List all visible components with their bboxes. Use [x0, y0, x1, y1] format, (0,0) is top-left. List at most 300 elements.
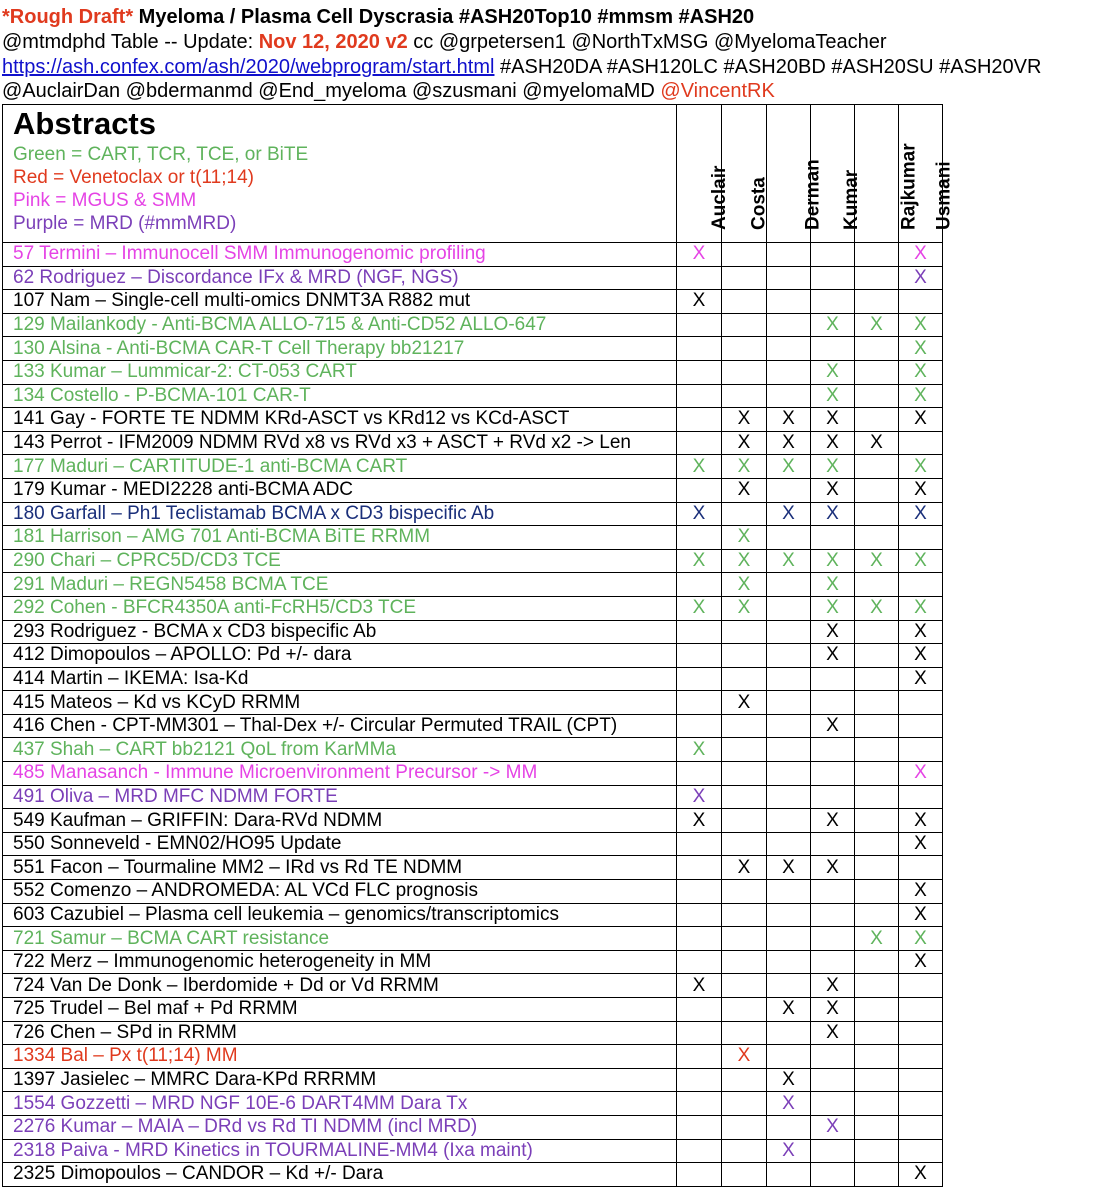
- mark-cell-derman: [767, 950, 811, 974]
- mark-cell-costa: X: [722, 856, 767, 880]
- mark-cell-usmani: [899, 1115, 943, 1139]
- mark-cell-kumar: [811, 691, 855, 715]
- mark-cell-derman: [767, 667, 811, 691]
- handles: @AuclairDan @bdermanmd @End_myeloma @szusmani @myelomaMD: [2, 80, 661, 102]
- mark-cell-auclair: [677, 644, 722, 668]
- abstract-title: 721 Samur – BCMA CART resistance: [3, 927, 677, 951]
- mark-cell-auclair: [677, 1068, 722, 1092]
- abstract-title: 2325 Dimopoulos – CANDOR – Kd +/- Dara: [3, 1163, 677, 1187]
- mark-cell-kumar: [811, 927, 855, 951]
- abstract-title: 725 Trudel – Bel maf + Pd RRMM: [3, 998, 677, 1022]
- mark-cell-auclair: [677, 313, 722, 337]
- mark-cell-usmani: X: [899, 1163, 943, 1187]
- mark-cell-rajkumar: [855, 1068, 899, 1092]
- program-link[interactable]: https://ash.confex.com/ash/2020/webprogram/start.html: [2, 56, 495, 78]
- table-row: [3, 360, 943, 384]
- mark-cell-kumar: [811, 266, 855, 290]
- reviewer-name: Usmani: [932, 161, 954, 230]
- mark-cell-costa: [722, 1021, 767, 1045]
- mark-cell-rajkumar: X: [855, 927, 899, 951]
- mark-cell-usmani: X: [899, 549, 943, 573]
- mark-cell-rajkumar: [855, 1045, 899, 1069]
- table-row: [3, 927, 943, 951]
- mark-cell-kumar: [811, 667, 855, 691]
- mark-cell-auclair: [677, 573, 722, 597]
- table-row: [3, 337, 943, 361]
- mark-cell-auclair: [677, 337, 722, 361]
- abstract-title: 133 Kumar – Lummicar-2: CT-053 CART: [3, 360, 677, 384]
- mark-cell-rajkumar: [855, 573, 899, 597]
- mark-cell-kumar: [811, 762, 855, 786]
- mark-cell-rajkumar: X: [855, 313, 899, 337]
- reviewer-header-rajkumar: [855, 105, 919, 243]
- header-line-1: [2, 5, 1092, 29]
- mark-cell-auclair: [677, 1163, 722, 1187]
- mark-cell-costa: X: [722, 573, 767, 597]
- table-row: [3, 313, 943, 337]
- mark-cell-costa: [722, 1115, 767, 1139]
- abstract-title: 603 Cazubiel – Plasma cell leukemia – genomics/transcriptomics: [3, 903, 677, 927]
- color-legend: [13, 143, 676, 235]
- mark-cell-costa: [722, 950, 767, 974]
- mark-cell-auclair: [677, 762, 722, 786]
- mark-cell-costa: [722, 714, 767, 738]
- reviewer-header-kumar: [811, 105, 862, 243]
- abstract-title: 724 Van De Donk – Iberdomide + Dd or Vd RRMM: [3, 974, 677, 998]
- mark-cell-auclair: X: [677, 809, 722, 833]
- mark-cell-rajkumar: [855, 762, 899, 786]
- mark-cell-costa: X: [722, 455, 767, 479]
- table-row: [3, 290, 943, 314]
- abstract-title: 552 Comenzo – ANDROMEDA: AL VCd FLC prognosis: [3, 880, 677, 904]
- abstract-title: 1554 Gozzetti – MRD NGF 10E-6 DART4MM Dara Tx: [3, 1092, 677, 1116]
- header-line-2: [2, 30, 1092, 54]
- mark-cell-usmani: X: [899, 762, 943, 786]
- mark-cell-usmani: X: [899, 644, 943, 668]
- table-row: [3, 408, 943, 432]
- mark-cell-auclair: X: [677, 290, 722, 314]
- mark-cell-auclair: X: [677, 974, 722, 998]
- mark-cell-kumar: [811, 903, 855, 927]
- mark-cell-derman: X: [767, 998, 811, 1022]
- cc-handles: cc @grpetersen1 @NorthTxMSG @MyelomaTeacher: [407, 31, 887, 53]
- mark-cell-auclair: [677, 478, 722, 502]
- table-row: [3, 243, 943, 267]
- mark-cell-usmani: [899, 998, 943, 1022]
- mark-cell-kumar: [811, 1163, 855, 1187]
- mark-cell-costa: [722, 903, 767, 927]
- mark-cell-kumar: X: [811, 714, 855, 738]
- abstract-title: 722 Merz – Immunogenomic heterogeneity in MM: [3, 950, 677, 974]
- abstract-title: 130 Alsina - Anti-BCMA CAR-T Cell Therapy bb21217: [3, 337, 677, 361]
- table-body: [3, 243, 943, 1187]
- mark-cell-kumar: X: [811, 974, 855, 998]
- mark-cell-derman: X: [767, 1068, 811, 1092]
- mark-cell-rajkumar: [855, 384, 899, 408]
- mark-cell-rajkumar: [855, 266, 899, 290]
- table-row: [3, 856, 943, 880]
- reviewer-header-auclair: [677, 105, 731, 243]
- abstract-title: 550 Sonneveld - EMN02/HO95 Update: [3, 832, 677, 856]
- reviewer-name: Rajkumar: [897, 143, 919, 230]
- abstract-title: 290 Chari – CPRC5D/CD3 TCE: [3, 549, 677, 573]
- mark-cell-kumar: X: [811, 502, 855, 526]
- rough-draft-label: *Rough Draft*: [2, 6, 134, 28]
- mark-cell-derman: [767, 880, 811, 904]
- mark-cell-costa: [722, 384, 767, 408]
- abstract-title: 62 Rodriguez – Discordance IFx & MRD (NGF, NGS): [3, 266, 677, 290]
- abstract-title: 143 Perrot - IFM2009 NDMM RVd x8 vs RVd x3 + ASCT + RVd x2 -> Len: [3, 431, 677, 455]
- mark-cell-usmani: [899, 974, 943, 998]
- mark-cell-costa: [722, 502, 767, 526]
- mark-cell-auclair: X: [677, 738, 722, 762]
- mark-cell-usmani: X: [899, 360, 943, 384]
- mark-cell-costa: [722, 1163, 767, 1187]
- mark-cell-derman: [767, 832, 811, 856]
- table-row: [3, 974, 943, 998]
- mark-cell-derman: X: [767, 502, 811, 526]
- abstracts-table: [2, 104, 954, 1187]
- mark-cell-costa: [722, 974, 767, 998]
- mark-cell-usmani: X: [899, 478, 943, 502]
- abstract-title: 57 Termini – Immunocell SMM Immunogenomic profiling: [3, 243, 677, 267]
- mark-cell-auclair: [677, 360, 722, 384]
- table-row: [3, 455, 943, 479]
- mark-cell-kumar: X: [811, 360, 855, 384]
- abstract-title: 1397 Jasielec – MMRC Dara-KPd RRRMM: [3, 1068, 677, 1092]
- mark-cell-usmani: X: [899, 809, 943, 833]
- mark-cell-usmani: [899, 691, 943, 715]
- mark-cell-usmani: X: [899, 832, 943, 856]
- mark-cell-usmani: X: [899, 243, 943, 267]
- mark-cell-auclair: [677, 667, 722, 691]
- mark-cell-kumar: [811, 950, 855, 974]
- mark-cell-derman: [767, 337, 811, 361]
- mark-cell-kumar: X: [811, 478, 855, 502]
- mark-cell-usmani: X: [899, 596, 943, 620]
- table-row: [3, 1021, 943, 1045]
- mark-cell-auclair: [677, 714, 722, 738]
- mark-cell-rajkumar: [855, 903, 899, 927]
- mark-cell-derman: [767, 313, 811, 337]
- mark-cell-usmani: [899, 573, 943, 597]
- table-row: [3, 1139, 943, 1163]
- mark-cell-auclair: [677, 927, 722, 951]
- mark-cell-costa: [722, 313, 767, 337]
- abstract-title: 416 Chen - CPT-MM301 – Thal-Dex +/- Circular Permuted TRAIL (CPT): [3, 714, 677, 738]
- mark-cell-costa: X: [722, 691, 767, 715]
- header-line-4: [2, 79, 1092, 103]
- mark-cell-auclair: X: [677, 455, 722, 479]
- mark-cell-kumar: X: [811, 431, 855, 455]
- table-row: [3, 1115, 943, 1139]
- mark-cell-derman: [767, 903, 811, 927]
- mark-cell-kumar: X: [811, 549, 855, 573]
- abstract-title: 726 Chen – SPd in RRMM: [3, 1021, 677, 1045]
- table-row: [3, 785, 943, 809]
- mark-cell-usmani: X: [899, 384, 943, 408]
- mark-cell-auclair: [677, 856, 722, 880]
- mark-cell-rajkumar: X: [855, 549, 899, 573]
- abstract-title: 412 Dimopoulos – APOLLO: Pd +/- dara: [3, 644, 677, 668]
- abstract-title: 551 Facon – Tourmaline MM2 – IRd vs Rd TE NDMM: [3, 856, 677, 880]
- table-row: [3, 832, 943, 856]
- mark-cell-rajkumar: [855, 950, 899, 974]
- mark-cell-rajkumar: [855, 478, 899, 502]
- mark-cell-costa: [722, 667, 767, 691]
- mark-cell-usmani: X: [899, 950, 943, 974]
- mark-cell-derman: [767, 738, 811, 762]
- mark-cell-derman: [767, 243, 811, 267]
- mark-cell-derman: X: [767, 549, 811, 573]
- mark-cell-costa: [722, 360, 767, 384]
- mark-cell-kumar: [811, 832, 855, 856]
- mark-cell-kumar: X: [811, 644, 855, 668]
- mark-cell-rajkumar: [855, 1163, 899, 1187]
- mark-cell-auclair: [677, 691, 722, 715]
- mark-cell-derman: [767, 360, 811, 384]
- mark-cell-derman: [767, 573, 811, 597]
- header-line-3: [2, 55, 1092, 79]
- mark-cell-costa: [722, 1092, 767, 1116]
- table-row: [3, 573, 943, 597]
- mark-cell-derman: [767, 526, 811, 550]
- reviewer-name: Auclair: [709, 165, 731, 230]
- mark-cell-usmani: [899, 738, 943, 762]
- mark-cell-costa: [722, 1139, 767, 1163]
- mark-cell-derman: [767, 1115, 811, 1139]
- table-header-row: [3, 105, 943, 243]
- table-row: [3, 549, 943, 573]
- mark-cell-derman: [767, 620, 811, 644]
- mark-cell-usmani: X: [899, 880, 943, 904]
- reviewer-name: Kumar: [840, 169, 862, 230]
- mark-cell-usmani: [899, 1045, 943, 1069]
- hashtags: #ASH20DA #ASH120LC #ASH20BD #ASH20SU #ASH20VR: [494, 56, 1042, 78]
- mark-cell-usmani: [899, 1068, 943, 1092]
- mark-cell-auclair: [677, 950, 722, 974]
- mark-cell-derman: X: [767, 431, 811, 455]
- mark-cell-auclair: [677, 431, 722, 455]
- mark-cell-rajkumar: [855, 974, 899, 998]
- abstract-title: 491 Oliva – MRD MFC NDMM FORTE: [3, 785, 677, 809]
- mark-cell-kumar: X: [811, 596, 855, 620]
- mark-cell-rajkumar: [855, 502, 899, 526]
- mark-cell-rajkumar: [855, 738, 899, 762]
- mark-cell-costa: [722, 1068, 767, 1092]
- mark-cell-rajkumar: [855, 360, 899, 384]
- abstract-title: 414 Martin – IKEMA: Isa-Kd: [3, 667, 677, 691]
- mark-cell-rajkumar: [855, 1115, 899, 1139]
- abstract-title: 415 Mateos – Kd vs KCyD RRMM: [3, 691, 677, 715]
- mark-cell-rajkumar: [855, 998, 899, 1022]
- mark-cell-usmani: X: [899, 927, 943, 951]
- table-row: [3, 667, 943, 691]
- mark-cell-usmani: X: [899, 620, 943, 644]
- mark-cell-costa: [722, 927, 767, 951]
- mark-cell-rajkumar: [855, 644, 899, 668]
- mark-cell-auclair: X: [677, 549, 722, 573]
- mark-cell-derman: [767, 596, 811, 620]
- abstract-title: 2276 Kumar – MAIA – DRd vs Rd TI NDMM (incl MRD): [3, 1115, 677, 1139]
- update-date: Nov 12, 2020 v2: [258, 31, 408, 53]
- table-row: [3, 809, 943, 833]
- mark-cell-rajkumar: [855, 1139, 899, 1163]
- mark-cell-derman: [767, 1163, 811, 1187]
- mark-cell-derman: X: [767, 1092, 811, 1116]
- mark-cell-usmani: X: [899, 313, 943, 337]
- table-row: [3, 903, 943, 927]
- abstract-title: 107 Nam – Single-cell multi-omics DNMT3A R882 mut: [3, 290, 677, 314]
- table-row: [3, 738, 943, 762]
- mark-cell-usmani: [899, 1021, 943, 1045]
- mark-cell-kumar: [811, 880, 855, 904]
- mark-cell-rajkumar: [855, 809, 899, 833]
- table-row: [3, 1045, 943, 1069]
- abstract-title: 179 Kumar - MEDI2228 anti-BCMA ADC: [3, 478, 677, 502]
- abstract-title: 181 Harrison – AMG 701 Anti-BCMA BiTE RRMM: [3, 526, 677, 550]
- mark-cell-costa: X: [722, 526, 767, 550]
- mark-cell-rajkumar: [855, 455, 899, 479]
- mark-cell-auclair: [677, 620, 722, 644]
- mark-cell-rajkumar: [855, 526, 899, 550]
- table-row: [3, 714, 943, 738]
- mark-cell-usmani: X: [899, 408, 943, 432]
- mark-cell-kumar: X: [811, 809, 855, 833]
- mark-cell-rajkumar: [855, 408, 899, 432]
- table-row: [3, 762, 943, 786]
- mark-cell-usmani: X: [899, 903, 943, 927]
- mark-cell-costa: [722, 738, 767, 762]
- table-row: [3, 644, 943, 668]
- mark-cell-costa: X: [722, 431, 767, 455]
- table-row: [3, 691, 943, 715]
- mark-cell-derman: [767, 809, 811, 833]
- table-row: [3, 431, 943, 455]
- mark-cell-auclair: [677, 1021, 722, 1045]
- mark-cell-rajkumar: X: [855, 431, 899, 455]
- mark-cell-auclair: [677, 1045, 722, 1069]
- mark-cell-kumar: [811, 290, 855, 314]
- mark-cell-usmani: [899, 714, 943, 738]
- mark-cell-costa: [722, 809, 767, 833]
- mark-cell-rajkumar: [855, 1092, 899, 1116]
- table-row: [3, 526, 943, 550]
- mark-cell-kumar: [811, 243, 855, 267]
- mark-cell-auclair: X: [677, 502, 722, 526]
- table-row: [3, 1163, 943, 1187]
- abstract-title: 292 Cohen - BFCR4350A anti-FcRH5/CD3 TCE: [3, 596, 677, 620]
- mark-cell-auclair: [677, 998, 722, 1022]
- mark-cell-kumar: [811, 1139, 855, 1163]
- table-title: Abstracts: [13, 106, 156, 141]
- abstracts-header-cell: [3, 105, 677, 243]
- mark-cell-rajkumar: [855, 243, 899, 267]
- update-prefix: @mtmdphd Table -- Update:: [2, 31, 259, 53]
- abstract-title: 293 Rodriguez - BCMA x CD3 bispecific Ab: [3, 620, 677, 644]
- mark-cell-costa: X: [722, 478, 767, 502]
- table-row: [3, 502, 943, 526]
- legend-item: Green = CART, TCR, TCE, or BiTE: [13, 144, 309, 165]
- mark-cell-rajkumar: X: [855, 596, 899, 620]
- reviewer-header-derman: [767, 105, 823, 243]
- reviewer-header-costa: [722, 105, 770, 243]
- mark-cell-rajkumar: [855, 337, 899, 361]
- abstract-title: 129 Mailankody - Anti-BCMA ALLO-715 & Anti-CD52 ALLO-647: [3, 313, 677, 337]
- mark-cell-auclair: [677, 1139, 722, 1163]
- mark-cell-costa: X: [722, 408, 767, 432]
- mark-cell-auclair: [677, 526, 722, 550]
- mark-cell-costa: [722, 880, 767, 904]
- mark-cell-auclair: X: [677, 785, 722, 809]
- mark-cell-derman: [767, 478, 811, 502]
- mark-cell-auclair: [677, 880, 722, 904]
- mark-cell-kumar: [811, 785, 855, 809]
- mark-cell-auclair: X: [677, 243, 722, 267]
- mark-cell-derman: [767, 644, 811, 668]
- mark-cell-kumar: X: [811, 1021, 855, 1045]
- mark-cell-derman: X: [767, 1139, 811, 1163]
- mark-cell-auclair: [677, 903, 722, 927]
- table-row: [3, 1068, 943, 1092]
- table-row: [3, 950, 943, 974]
- mark-cell-costa: [722, 762, 767, 786]
- document-title: Myeloma / Plasma Cell Dyscrasia #ASH20Top10 #mmsm #ASH20: [133, 6, 755, 28]
- mark-cell-auclair: X: [677, 596, 722, 620]
- table-row: [3, 1092, 943, 1116]
- table-row: [3, 478, 943, 502]
- mark-cell-costa: [722, 266, 767, 290]
- mark-cell-kumar: X: [811, 455, 855, 479]
- mark-cell-kumar: X: [811, 620, 855, 644]
- mark-cell-usmani: [899, 431, 943, 455]
- abstract-title: 180 Garfall – Ph1 Teclistamab BCMA x CD3 bispecific Ab: [3, 502, 677, 526]
- mark-cell-usmani: X: [899, 455, 943, 479]
- mark-cell-auclair: [677, 1115, 722, 1139]
- table-row: [3, 384, 943, 408]
- table-row: [3, 266, 943, 290]
- abstract-title: 2318 Paiva - MRD Kinetics in TOURMALINE-MM4 (Ixa maint): [3, 1139, 677, 1163]
- abstract-title: 177 Maduri – CARTITUDE-1 anti-BCMA CART: [3, 455, 677, 479]
- mark-cell-usmani: [899, 856, 943, 880]
- mark-cell-kumar: X: [811, 1115, 855, 1139]
- mark-cell-usmani: [899, 1092, 943, 1116]
- mark-cell-auclair: [677, 1092, 722, 1116]
- mark-cell-rajkumar: [855, 880, 899, 904]
- mark-cell-rajkumar: [855, 856, 899, 880]
- mark-cell-rajkumar: [855, 290, 899, 314]
- mark-cell-derman: X: [767, 856, 811, 880]
- mark-cell-usmani: [899, 526, 943, 550]
- mark-cell-derman: [767, 927, 811, 951]
- legend-item: Red = Venetoclax or t(11;14): [13, 167, 254, 188]
- legend-item: Purple = MRD (#mmMRD): [13, 213, 237, 234]
- mark-cell-kumar: [811, 1092, 855, 1116]
- mark-cell-costa: X: [722, 1045, 767, 1069]
- mark-cell-derman: [767, 1021, 811, 1045]
- mark-cell-costa: X: [722, 596, 767, 620]
- mark-cell-kumar: X: [811, 408, 855, 432]
- mark-cell-auclair: [677, 266, 722, 290]
- table-row: [3, 998, 943, 1022]
- mark-cell-kumar: X: [811, 998, 855, 1022]
- mark-cell-kumar: X: [811, 856, 855, 880]
- mark-cell-kumar: [811, 526, 855, 550]
- table-row: [3, 880, 943, 904]
- mark-cell-derman: [767, 974, 811, 998]
- mark-cell-usmani: [899, 1139, 943, 1163]
- mark-cell-kumar: X: [811, 384, 855, 408]
